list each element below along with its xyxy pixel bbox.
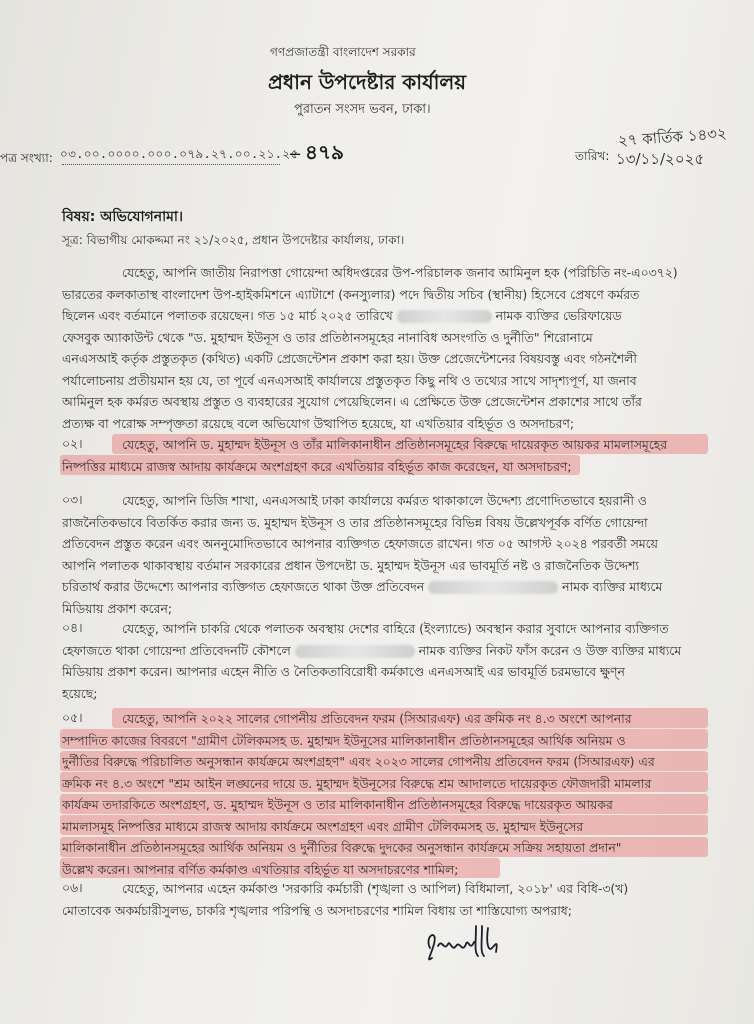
office-name: প্রধান উপদেষ্টার কার্যালয় [268, 70, 467, 94]
intro-line: ফেসবুক অ্যাকাউন্ট থেকে "ড. মুহাম্মদ ইউনূস ও তার প্রতিষ্ঠানসমূহের নানাবিধ অসংগতি ও দুর্নীতি" শিরোনামে [62, 329, 593, 345]
memo-underline [62, 164, 280, 165]
para-number: ০৬। [62, 880, 83, 895]
para-line: ক্রমিক নং ৪.৩ অংশে "শ্রম আইন লঙ্ঘনের দায়ে ড. মুহাম্মদ ইউনূসের বিরুদ্ধে শ্রম আদালতে দায়েরকৃত ফৌজদারী মামলার [62, 775, 652, 791]
signature-icon [422, 918, 522, 974]
paragraph-06 [62, 878, 702, 921]
intro-paragraph [62, 262, 702, 434]
para-number: ০৫। [62, 710, 83, 725]
intro-line: যেহেতু, আপনি জাতীয় নিরাপত্তা গোয়েন্দা অধিদপ্তরের উপ-পরিচালক জনাব আমিনুল হক (পরিচিতি নং-এ০৩৭২) [122, 265, 678, 280]
paragraph-04 [62, 618, 702, 704]
redacted-name [397, 310, 492, 323]
para-line: যেহেতু, আপনি চাকরি থেকে পলাতক অবস্থায় দেশের বাহিরে (ইংল্যান্ডে) অবস্থান করার সুবাদে আপনার ব্যক্তিগত [122, 621, 669, 636]
para-line: রাজনৈতিকভাবে বিতর্কিত করার জন্য ড. মুহাম্মদ ইউনূস ও তার প্রতিষ্ঠানসমূহের বিভিন্ন বিষয় উল্লেখপূর্বক বর্ণিত গোয়েন্দা [62, 514, 648, 530]
date-label: তারিখ: [575, 149, 610, 163]
para-line: হেফাজতে থাকা গোয়েন্দা প্রতিবেদনটি কৌশলে নামক ব্যক্তির নিকট ফাঁস করেন ও উক্ত ব্যক্তির মাধ্যমে [62, 642, 682, 658]
intro-line: ভারতের কলকাতাস্থ বাংলাদেশ উপ-হাইকমিশনে এ্যাটাশে (কনস্যুলার) পদে দ্বিতীয় সচিব (স্থানীয়) হিসেবে প্রেষণে কর্মরত [62, 286, 640, 302]
para-number: ০২। [62, 436, 83, 451]
redacted-name [428, 581, 558, 594]
para-line: যেহেতু, আপনি ড. মুহাম্মদ ইউনূস ও তাঁর মালিকানাধীন প্রতিষ্ঠানসমূহের বিরুদ্ধে দায়েরকৃত আয়কর মামলাসমূহের [122, 437, 668, 452]
intro-line: পর্যালোচনায় প্রতীয়মান হয় যে, তা পূর্বে এনএসআই কার্যালয়ে প্রস্তুতকৃত কিছু নথি ও তথ্যের সাথে সাদৃশ্যপূর্ণ, যা জনাব [62, 372, 637, 388]
date-gregorian-handwritten: ১৩/১১/২০২৫ [616, 150, 705, 168]
para-number: ০৩। [62, 492, 83, 507]
para-line: যেহেতু, আপনার এহেন কর্মকাণ্ড 'সরকারি কর্মচারী (শৃঙ্খলা ও আপিল) বিধিমালা, ২০১৮' এর বিধি-৩(খ) [122, 881, 629, 896]
para-line: মালিকানাধীন প্রতিষ্ঠানসমূহের আর্থিক অনিয়ম ও দুর্নীতির বিরুদ্ধে দুদকের অনুসন্ধান কার্যক্রমে সক্রিয় সহায়তা প্রদান" [62, 840, 622, 855]
intro-line: প্রত্যক্ষ বা পরোক্ষ সম্পৃক্ততা রয়েছে বলে অভিযোগ উত্থাপিত হয়েছে, যা এখতিয়ার বহির্ভূত ও অসদাচরণ; [62, 415, 575, 431]
para-line: নিষ্পত্তির মাধ্যমে রাজস্ব আদায় কার্যক্রমে অংশগ্রহণ করে এখতিয়ার বহির্ভূত কাজ করেছেন, যা অসদাচরণ; [62, 458, 572, 474]
para-line: যেহেতু, আপনি ২০২২ সালের গোপনীয় প্রতিবেদন ফরম (সিআরএফ) এর ক্রমিক নং ৪.৩ অংশে আপনার [122, 711, 632, 726]
paragraph-02 [62, 434, 702, 477]
date-bangla-handwritten: ২৭ কার্তিক ১৪৩২ [617, 124, 728, 150]
office-address: পুরাতন সংসদ ভবন, ঢাকা। [294, 102, 431, 117]
intro-line: এনএসআই কর্তৃক প্রস্তুতকৃত (কথিত) একটি প্রেজেন্টেশন প্রকাশ করা হয়। উক্ত প্রেজেন্টেশনের বিষয়বস্তু এবং গঠনশৈলী [62, 351, 637, 366]
paragraph-05 [62, 708, 710, 880]
intro-line: ছিলেন এবং বর্তমানে পলাতক রয়েছেন। গত ১৫ মার্চ ২০২৫ তারিখে নামক ব্যক্তির ভেরিফায়েড [62, 308, 622, 323]
memo-label: পত্র সংখ্যা: [0, 151, 53, 165]
reference-line: সূত্র: বিভাগীয় মোকদ্দমা নং ২১/২০২৫, প্রধান উপদেষ্টার কার্যালয়, ঢাকা। [62, 233, 405, 247]
para-line: কার্যক্রম তদারকিতে অংশগ্রহণ, ড. মুহাম্মদ ইউনূস ও তার মালিকানাধীন প্রতিষ্ঠানসমূহের বিরুদ্ধে দায়েরকৃত আয়কর [62, 797, 613, 812]
para-line: যেহেতু, আপনি ডিজি শাখা, এনএসআই ঢাকা কার্যালয়ে কর্মরত থাকাকালে উদ্দেশ্য প্রণোদিতভাবে হয়রানী ও [122, 493, 647, 508]
para-line: প্রতিবেদন প্রস্তুত করেন এবং অননুমোদিতভাবে আপনার ব্যক্তিগত হেফাজতে রাখেন। গত ০৫ আগস্ট ২০২৪ পরবর্তী সময়ে [62, 536, 658, 551]
para-line: হয়েছে; [62, 685, 98, 701]
para-line: চরিতার্থ করার উদ্দেশ্যে আপনার ব্যক্তিগত হেফাজতে থাকা উক্ত প্রতিবেদন নামক ব্যক্তির মাধ্যমে [62, 579, 663, 594]
para-line: সম্পাদিত কাজের বিবরণে "গ্রামীণ টেলিকমসহ ড. মুহাম্মদ ইউনূসের মালিকানাধীন প্রতিষ্ঠানসমূহের আর্থিক অনিয়ম ও [62, 732, 626, 748]
para-line: উল্লেখ করেন। আপনার বর্ণিত কর্মকাণ্ড এখতিয়ার বহির্ভূত যা অসদাচরণের শামিল; [62, 861, 459, 877]
para-line: মিডিয়ায় প্রকাশ করেন; [62, 600, 173, 616]
subject-line: বিষয়: অভিযোগনামা। [62, 209, 183, 225]
para-line: মিডিয়ায় প্রকাশ করেন। আপনার এহেন নীতি ও নৈতিকতাবিরোধী কর্মকাণ্ডে এনএসআই এর ভাবমূর্তি চরমভাবে ক্ষুণ্ন [62, 664, 625, 679]
intro-line: আমিনুল হক কর্মরত অবস্থায় প্রস্তুত ও ব্যবহারের সুযোগ পেয়েছিলেন। এ প্রেক্ষিতে উক্ত প্রেজেন্টেশন প্রকাশের সাথে তাঁর [62, 394, 642, 409]
government-name: গণপ্রজাতন্ত্রী বাংলাদেশ সরকার [270, 45, 416, 59]
para-number: ০৪। [62, 620, 83, 635]
memo-number: ০৩.০০.০০০০.০০০.০৭৯.২৭.০০.২১.২৫ [60, 147, 299, 161]
para-line: আপনি পলাতক থাকাবস্থায় বর্তমান সরকারের প্রধান উপদেষ্টা ড. মুহাম্মদ ইউনূস এর ভাবমূর্তি নষ্ট ও রাজনৈতিক উদ্দেশ্য [62, 557, 640, 573]
para-line: দুর্নীতির বিরুদ্ধে পরিচালিত অনুসন্ধান কার্যক্রমে অংশগ্রহণ" এবং ২০২৩ সালের গোপনীয় প্রতিবেদন ফরম (সিআরএফ) এর [62, 754, 655, 769]
para-line: মামলাসমূহ নিষ্পত্তির মাধ্যমে রাজস্ব আদায় কার্যক্রমে অংশগ্রহণ এবং গ্রামীণ টেলিকমসহ ড. মুহাম্মদ ইউনূসের [62, 818, 584, 834]
paragraph-03 [62, 490, 702, 619]
para-line: মোতাবেক অকর্মচারীসুলভ, চাকরি শৃঙ্খলার পরিপন্থি ও অসদাচরণের শামিল বিধায় তা শাস্তিযোগ্য অপরাধ; [62, 902, 572, 918]
memo-number-handwritten: – ৪৭৯ [290, 142, 344, 164]
redacted-name [295, 645, 415, 658]
